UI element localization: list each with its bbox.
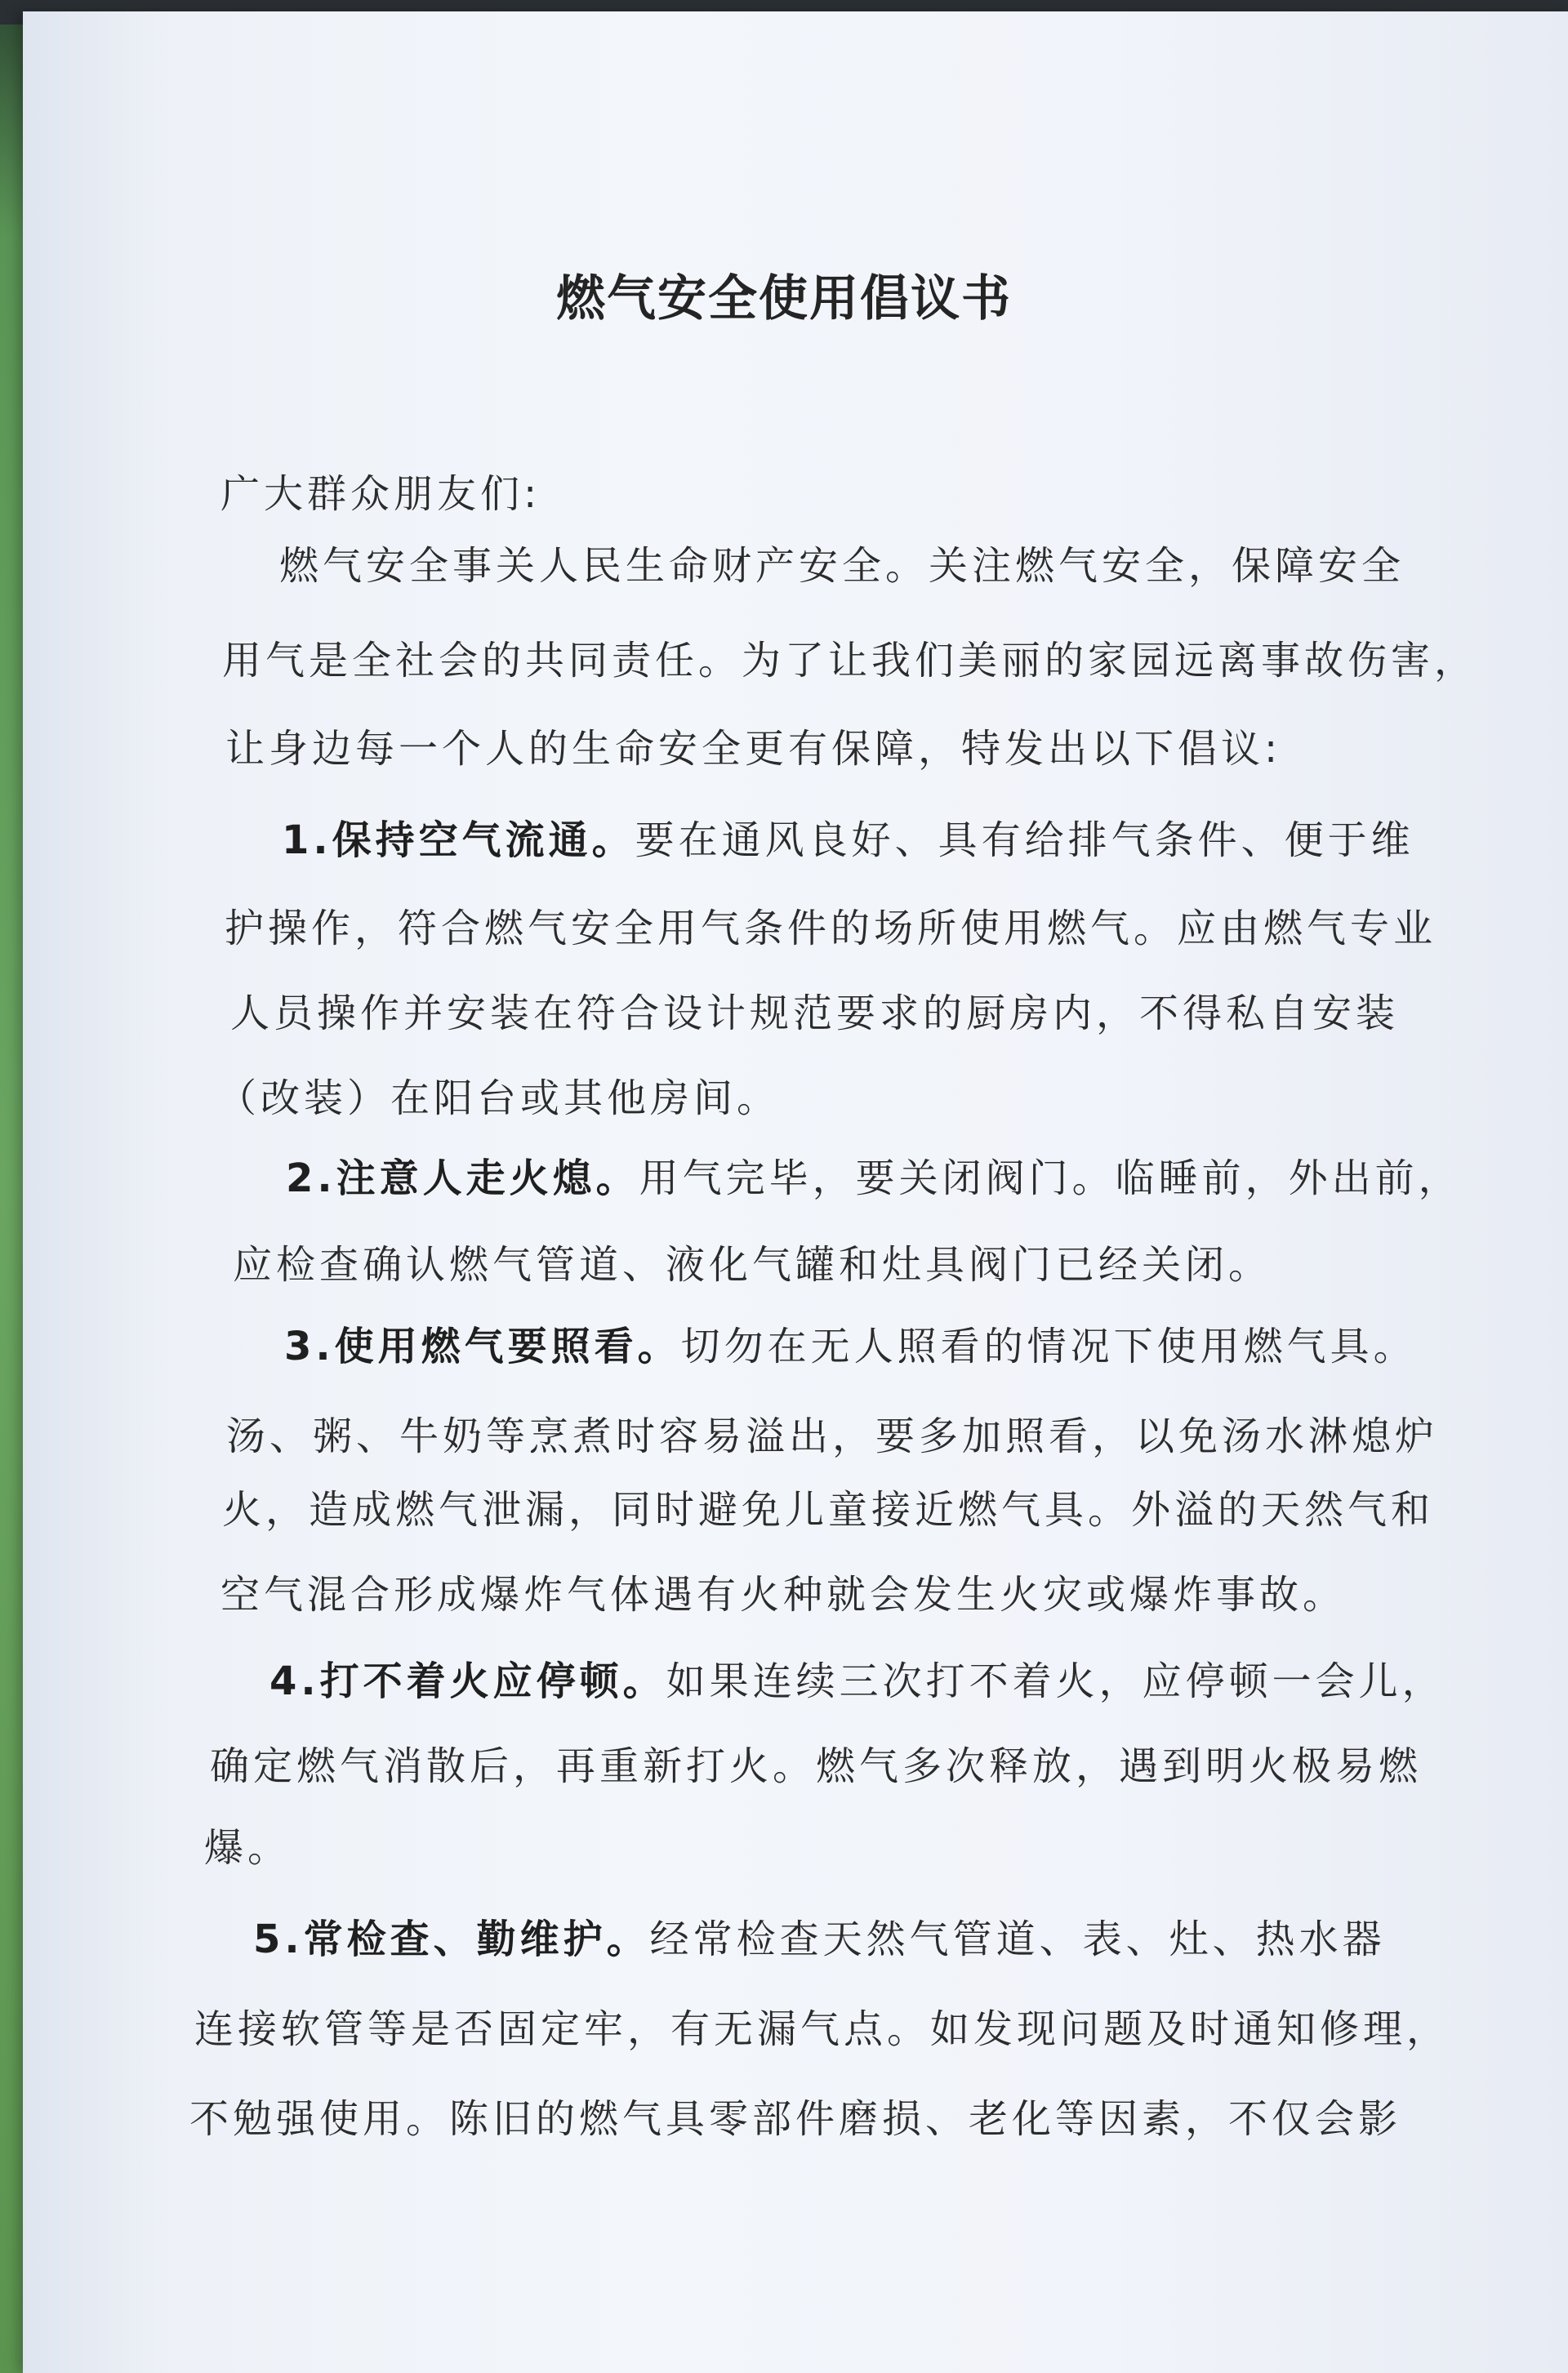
item-text-line: 应检查确认燃气管道、液化气罐和灶具阀门已经关闭。 bbox=[233, 1242, 1272, 1288]
list-item-first-line bbox=[253, 1908, 1386, 1964]
item-text-line: 汤、粥、牛奶等烹煮时容易溢出，要多加照看，以免汤水淋熄炉 bbox=[226, 1414, 1439, 1459]
item-text: 要在通风良好、具有给排气条件、便于维 bbox=[635, 817, 1414, 863]
item-text-line: 连接软管等是否固定牢，有无漏气点。如发现问题及时通知修理， bbox=[194, 2006, 1450, 2052]
list-item-first-line bbox=[270, 1650, 1446, 1706]
list-item-first-line bbox=[282, 808, 1414, 865]
item-text-line: 人员操作并安装在符合设计规范要求的厨房内，不得私自安装 bbox=[230, 991, 1400, 1036]
document-title: 燃气安全使用倡议书 bbox=[556, 270, 1012, 327]
list-item-first-line bbox=[286, 1146, 1462, 1203]
list-item-first-line bbox=[284, 1315, 1417, 1371]
intro-line: 用气是全社会的共同责任。为了让我们美丽的家园远离事故伤害， bbox=[222, 638, 1478, 683]
item-text: 用气完毕，要关闭阀门。临睡前，外出前， bbox=[639, 1155, 1462, 1201]
item-heading: 2.注意人走火熄。 bbox=[286, 1155, 639, 1201]
item-heading: 5.常检查、勤维护。 bbox=[253, 1917, 650, 1962]
item-heading: 4.打不着火应停顿。 bbox=[270, 1658, 666, 1704]
item-text: 切勿在无人照看的情况下使用燃气具。 bbox=[680, 1324, 1417, 1369]
item-text-line: 确定燃气消散后，再重新打火。燃气多次释放，遇到明火极易燃 bbox=[210, 1743, 1423, 1789]
item-text-line: 空气混合形成爆炸气体遇有火种就会发生火灾或爆炸事故。 bbox=[220, 1572, 1347, 1618]
item-text-line: 不勉强使用。陈旧的燃气具零部件磨损、老化等因素，不仅会影 bbox=[189, 2096, 1402, 2142]
item-text-line: 火，造成燃气泄漏，同时避免儿童接近燃气具。外溢的天然气和 bbox=[222, 1487, 1435, 1533]
salutation: 广大群众朋友们: bbox=[220, 471, 541, 517]
intro-line: 燃气安全事关人民生命财产安全。关注燃气安全，保障安全 bbox=[279, 543, 1405, 589]
item-heading: 3.使用燃气要照看。 bbox=[284, 1324, 681, 1369]
item-text: 如果连续三次打不着火，应停顿一会儿， bbox=[666, 1658, 1446, 1704]
item-heading: 1.保持空气流通。 bbox=[282, 817, 635, 863]
item-text-line: 护操作，符合燃气安全用气条件的场所使用燃气。应由燃气专业 bbox=[225, 906, 1437, 951]
intro-line: 让身边每一个人的生命安全更有保障，特发出以下倡议: bbox=[225, 726, 1282, 772]
item-text: 经常检查天然气管道、表、灶、热水器 bbox=[649, 1917, 1386, 1962]
item-text-line: 爆。 bbox=[204, 1825, 292, 1871]
item-text-line: （改装）在阳台或其他房间。 bbox=[217, 1075, 781, 1121]
